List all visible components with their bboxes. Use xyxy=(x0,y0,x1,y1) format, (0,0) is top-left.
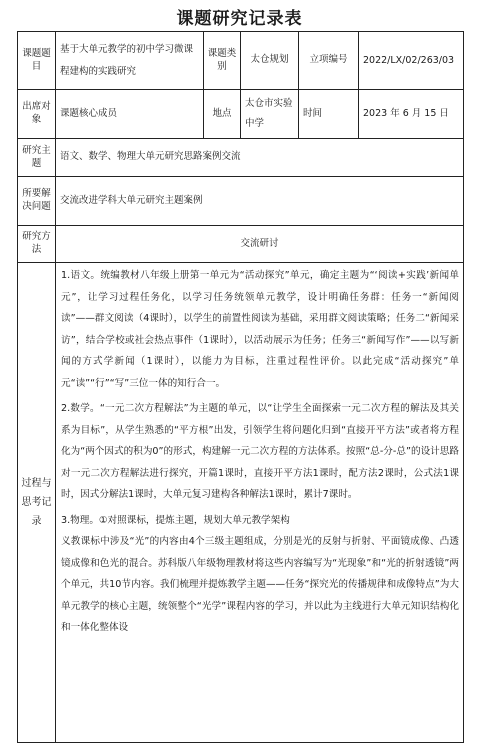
process-record-cell xyxy=(56,263,464,743)
label-topic: 课题题目 xyxy=(18,32,56,90)
attendees-value: 课题核心成员 xyxy=(56,90,204,139)
label-attendees: 出席对象 xyxy=(18,90,56,139)
paragraph-math: 2.数学。“一元二次方程解法”为主题的单元，以“让学生全面探索一元二次方程的解法及其关系为目标”，从学生熟悉的“平方根”出发，引领学生将问题化归到“直接开平方法”或者将方程化为“两个因式的积为0”的形式，构建解一元二次方程的方法体系。按照“总-分-总”的设计思路对一元二次方程解法进行探究，开篇1课时，直接开平方法1课时，配方法2课时，公式法1课时，因式分解法1课时，大单元复习建构各种解法1课时，累计7课时。 xyxy=(61,403,459,500)
label-theme: 研究主题 xyxy=(18,139,56,177)
topic-value: 基于大单元教学的初中学习微课程建构的实践研究 xyxy=(56,32,204,90)
label-process: 过程与思考记录 xyxy=(18,263,56,743)
theme-value: 语文、数学、物理大单元研究思路案例交流 xyxy=(56,139,464,177)
row-method xyxy=(18,226,464,263)
problem-value: 交流改进学科大单元研究主题案例 xyxy=(56,177,464,226)
row-topic xyxy=(18,32,464,90)
time-value: 2023 年 6 月 15 日 xyxy=(359,90,464,139)
label-category: 课题类别 xyxy=(204,32,241,90)
label-location: 地点 xyxy=(204,90,241,139)
research-record-table xyxy=(17,31,464,743)
row-theme xyxy=(18,139,464,177)
label-problem: 所要解决问题 xyxy=(18,177,56,226)
row-attendees xyxy=(18,90,464,139)
project-no-value: 2022/LX/02/263/03 xyxy=(359,32,464,90)
paragraph-physics-body: 义教课标中涉及“光”的内容由4个三级主题组成，分别是光的反射与折射、平面镜成像、凸透镜成像和色光的混合。苏科版八年级物理教材将这些内容编写为“光现象”和“光的折射透镜”两个单元，共10节内容。我们梳理并提炼教学主题——任务“探究光的传播规律和成像特点”为大单元教学的核心主题，统领整个“光学”课程内容的学习，并以此为主线进行大单元知识结构化和一体化整体设 xyxy=(61,536,459,633)
label-time: 时间 xyxy=(299,90,359,139)
category-value: 太仓规划 xyxy=(241,32,299,90)
paragraph-physics-heading: 3.物理。①对照课标，提炼主题，规划大单元教学架构 xyxy=(61,514,290,526)
paragraph-chinese: 1.语文。统编教材八年级上册第一单元为“活动探究”单元，确定主题为“‘阅读+实践’新闻单元”，让学习过程任务化，以学习任务统领单元教学，设计明确任务群：任务一“新闻阅读”——群文阅读（4课时），以学生的前置性阅读为基础，采用群文阅读策略；任务二“新闻采访”，结合学校或社会热点事件（1课时），以活动展示为任务；任务三“新闻写作”——以写新闻的方式学新闻（1课时），以能力为目标，注重过程性评价。以此完成“活动探究”单元“读”“行”“写”三位一体的知行合一。 xyxy=(61,270,459,389)
method-value: 交流研讨 xyxy=(56,226,464,263)
label-project-no: 立项编号 xyxy=(299,32,359,90)
document-title: 课题研究记录表 xyxy=(176,9,303,29)
row-process xyxy=(18,263,464,743)
row-problem xyxy=(18,177,464,226)
label-method: 研究方法 xyxy=(18,226,56,263)
location-value: 太仓市实验中学 xyxy=(241,90,299,139)
